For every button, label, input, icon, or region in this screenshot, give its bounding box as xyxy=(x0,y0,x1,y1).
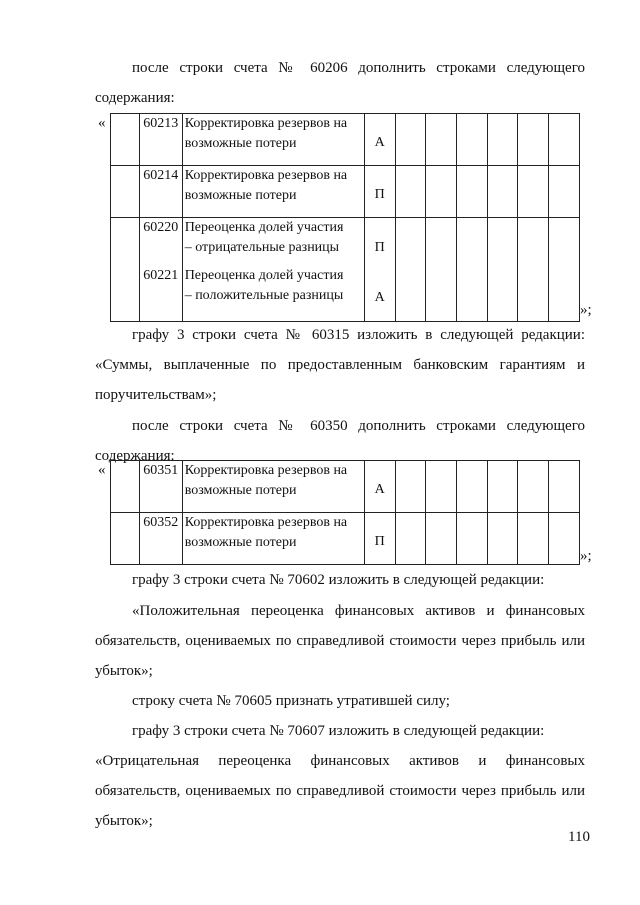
account-number-pair xyxy=(139,218,182,322)
account-name-line-1: Корректировка резервов на xyxy=(184,515,348,530)
account-name xyxy=(185,266,362,306)
account-number: 60351 xyxy=(139,461,182,513)
account-number: 60220 xyxy=(143,220,179,235)
account-type: П xyxy=(364,513,395,565)
account-name-line-2: возможные потери xyxy=(184,188,297,203)
table-2-close-quote: »; xyxy=(580,548,592,564)
table-row xyxy=(111,513,580,565)
account-name-line-1: Переоценка долей участия xyxy=(184,220,344,235)
account-name-line-1: Корректировка резервов на xyxy=(184,168,348,183)
table-1-open-quote: « xyxy=(98,115,106,131)
paragraph-3-line-1: после строки счета № 60350 дополнить строками следующего xyxy=(132,418,585,434)
account-number: 60221 xyxy=(143,268,179,283)
account-name-line-2: – отрицательные разницы xyxy=(184,240,340,255)
paragraph-1-line-2: содержания: xyxy=(95,90,175,106)
account-name-line-1: Корректировка резервов на xyxy=(184,463,348,478)
account-name xyxy=(182,461,364,513)
account-name xyxy=(182,166,364,218)
account-type-pair xyxy=(364,218,395,322)
page-number: 110 xyxy=(568,829,590,845)
paragraph-5: «Положительная переоценка финансовых активов и финансовых обязательств, оцениваемых по справедливой стоимости через прибыль или убыток»; xyxy=(95,603,585,679)
table-1-close-quote: »; xyxy=(580,302,592,318)
table-row xyxy=(111,218,580,322)
account-name xyxy=(182,114,364,166)
table-2 xyxy=(110,460,580,565)
table-cell-empty xyxy=(111,513,140,565)
account-name-line-2: возможные потери xyxy=(184,483,297,498)
table-cell-empty xyxy=(111,114,140,166)
table-1 xyxy=(110,113,580,322)
account-number: 60213 xyxy=(139,114,182,166)
paragraph-4: графу 3 строки счета № 70602 изложить в следующей редакции: xyxy=(132,572,545,588)
table-cell-empty xyxy=(111,166,140,218)
account-name-line-2: – положительные разницы xyxy=(184,288,344,303)
paragraph-2: графу 3 строки счета № 60315 изложить в следующей редакции: «Суммы, выплаченные по предоставленным банковским гарантиям и поручительствам»; xyxy=(95,327,585,403)
table-row xyxy=(111,461,580,513)
account-name-line-1: Переоценка долей участия xyxy=(184,268,344,283)
account-number: 60352 xyxy=(139,513,182,565)
account-type: А xyxy=(364,114,395,166)
account-name-pair xyxy=(182,218,364,322)
paragraph-6: строку счета № 70605 признать утратившей силу; xyxy=(132,693,450,709)
account-name-line-1: Корректировка резервов на xyxy=(184,116,348,131)
account-name-line-2: возможные потери xyxy=(184,535,297,550)
table-2-open-quote: « xyxy=(98,462,106,478)
account-type: А xyxy=(364,461,395,513)
table-row xyxy=(111,114,580,166)
paragraph-1-line-1: после строки счета № 60206 дополнить строками следующего xyxy=(132,60,585,76)
account-name xyxy=(185,218,362,258)
account-type: П xyxy=(364,166,395,218)
account-type: П xyxy=(374,240,385,255)
paragraph-8: «Отрицательная переоценка финансовых активов и финансовых обязательств, оцениваемых по справедливой стоимости через прибыль или убыток»; xyxy=(95,753,585,829)
table-cell-empty xyxy=(111,461,140,513)
account-name xyxy=(182,513,364,565)
table-row xyxy=(111,166,580,218)
account-number: 60214 xyxy=(139,166,182,218)
paragraph-7: графу 3 строки счета № 70607 изложить в следующей редакции: xyxy=(132,723,545,739)
paragraph-3-line-2: содержания: xyxy=(95,448,175,464)
account-type: А xyxy=(374,290,385,305)
account-name-line-2: возможные потери xyxy=(184,136,297,151)
table-cell-empty xyxy=(111,218,140,322)
paragraph-1 xyxy=(95,53,585,113)
